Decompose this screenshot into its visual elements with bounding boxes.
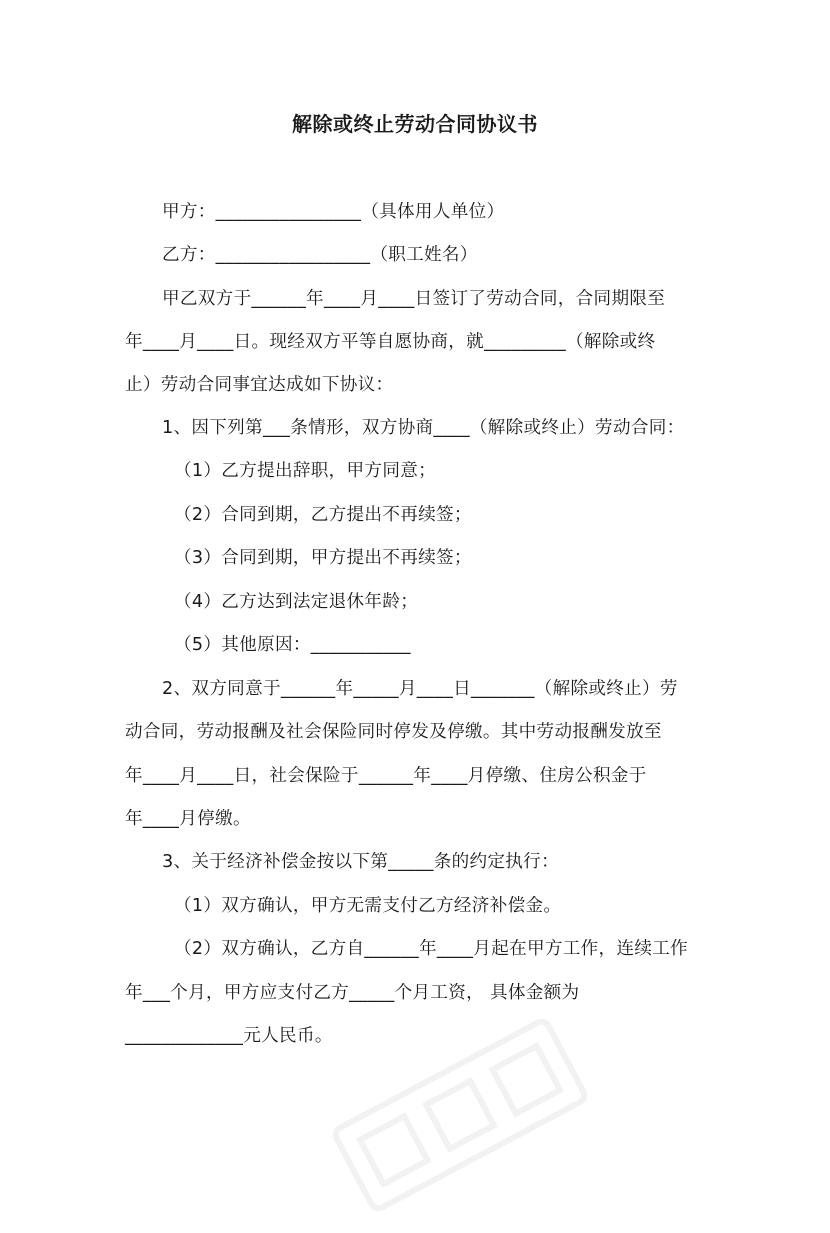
clause-item: （2）合同到期，乙方提出不再续签； [174,505,472,525]
clause-heading: 1、因下列第___条情形，双方协商____（解除或终止）劳动合同： [162,418,685,438]
clause-item: （1）双方确认，甲方无需支付乙方经济补偿金。 [174,896,562,916]
clause-item: （3）合同到期，甲方提出不再续签； [174,548,472,568]
party-b-line: 乙方：_________________（职工姓名） [162,245,478,265]
party-a-line: 甲方：________________（具体用人单位） [162,202,505,222]
clause-item: （4）乙方达到法定退休年龄； [174,592,419,612]
paragraph-line: 年____月____日。现经双方平等自愿协商，就_________（解除或终 [125,332,656,352]
clause-item: （5）其他原因：___________ [174,635,411,655]
paragraph-line: 动合同，劳动报酬及社会保险同时停发及停缴。其中劳动报酬发放至 [125,722,662,742]
clause-item: （1）乙方提出辞职，甲方同意； [174,461,437,481]
clause-heading: 3、关于经济补偿金按以下第_____条的约定执行： [162,852,559,872]
paragraph-line: 年____月停缴。 [125,809,251,829]
paragraph-line: 甲乙双方于______年____月____日签订了劳动合同，合同期限至 [162,289,666,309]
paragraph-line: 年____月____日，社会保险于______年____月停缴、住房公积金于 [125,766,647,786]
clause-heading: 2、双方同意于______年_____月____日_______（解除或终止）劳 [162,679,678,699]
document-title: 解除或终止劳动合同协议书 [292,112,538,136]
clause-item: （2）双方确认，乙方自______年____月起在甲方工作，连续工作 [174,939,689,959]
paragraph-line: 年___个月，甲方应支付乙方_____个月工资， 具体金额为 [125,983,580,1003]
paragraph-line: _____________元人民币。 [125,1026,333,1046]
paragraph-line: 止）劳动合同事宜达成如下协议： [125,375,394,395]
